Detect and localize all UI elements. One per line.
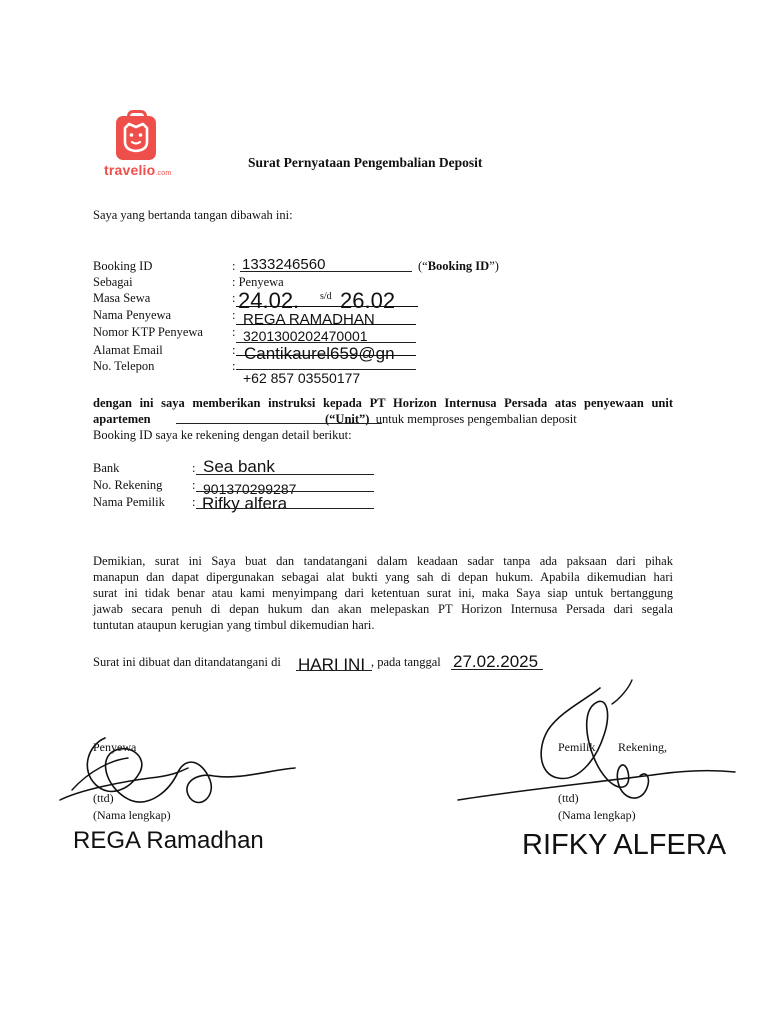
colon: : <box>232 308 236 322</box>
pemilik-value: Rifky alfera <box>202 494 288 513</box>
rekening-value: 901370299287 <box>203 481 297 497</box>
penyewa-label: Penyewa <box>93 740 137 754</box>
colon: : <box>232 343 236 357</box>
declaration-line: tuntutan ataupun kerugian yang timbul dikemudian hari. <box>93 618 375 632</box>
note-bold: Booking ID <box>427 259 490 273</box>
colon: : <box>232 325 236 339</box>
document-title: Surat Pernyataan Pengembalian Deposit <box>248 155 483 170</box>
instruction-line-1: dengan ini saya memberikan instruksi kepada PT Horizon Internusa Persada atas penyewaan unit <box>93 396 673 410</box>
declaration-line: Demikian, surat ini Saya buat dan tandatangani dalam keadaan sadar tanpa ada paksaan dari pihak <box>93 554 673 568</box>
label-pemilik: Nama Pemilik <box>93 495 165 509</box>
label-rekening: No. Rekening <box>93 478 163 492</box>
colon: : <box>192 478 196 492</box>
label-booking-id: Booking ID <box>93 259 153 273</box>
masa-sewa-to: 26.02 <box>340 288 396 313</box>
closing-place: HARI INI <box>298 655 366 674</box>
declaration-line: manapun dan dapat dipergunakan sebagai alat bukti yang sah di depan hukum. Apabila dikemudian hari <box>93 570 673 584</box>
note-close: ”) <box>489 259 499 273</box>
nama-penyewa-value: REGA RAMADHAN <box>243 311 375 328</box>
colon: : <box>192 495 196 509</box>
closing-prefix: Surat ini dibuat dan ditandatangani di <box>93 655 281 669</box>
label-nama-penyewa: Nama Penyewa <box>93 308 172 322</box>
colon: : <box>232 291 236 305</box>
ttd-right: (ttd) <box>558 791 579 805</box>
instruction-unit: (“Unit”) <box>325 412 370 426</box>
colon: : <box>232 259 236 273</box>
booking-id-value: 1333246560 <box>242 256 326 273</box>
note-open: (“ <box>418 259 428 273</box>
bank-value: Sea bank <box>203 457 275 476</box>
instruction-apartemen: apartemen <box>93 412 151 426</box>
declaration-line: surat ini tidak benar atau kami menyimpang dari ketentuan surat ini, maka Saya siap untuk bertanggung <box>93 586 673 600</box>
nama-lengkap-left: (Nama lengkap) <box>93 808 171 822</box>
ktp-value: 3201300202470001 <box>243 328 368 344</box>
ttd-left: (ttd) <box>93 791 114 805</box>
instruction-rest: untuk memproses pengembalian deposit <box>375 412 577 426</box>
telepon-value: +62 857 03550177 <box>243 370 361 386</box>
intro-text: Saya yang bertanda tangan dibawah ini: <box>93 208 293 222</box>
pemilik-fullname: RIFKY ALFERA <box>522 829 727 861</box>
colon: : <box>192 461 196 475</box>
closing-date: 27.02.2025 <box>453 652 539 671</box>
penyewa-fullname: REGA Ramadhan <box>73 827 264 854</box>
masa-sewa-from: 24.02. <box>238 288 300 313</box>
nama-lengkap-right: (Nama lengkap) <box>558 808 636 822</box>
label-telepon: No. Telepon <box>93 359 155 373</box>
closing-middle: , pada tanggal <box>371 655 441 669</box>
pemilik-label: Pemilik <box>558 740 596 754</box>
masa-sewa-sd: s/d <box>320 291 332 302</box>
email-value: Cantikaurel659@gn <box>244 344 395 363</box>
colon: : <box>232 275 236 289</box>
rekening-label: Rekening, <box>618 740 667 754</box>
label-masa-sewa: Masa Sewa <box>93 291 151 305</box>
sebagai-text: Penyewa <box>238 275 284 289</box>
declaration-line: jawab secara penuh di depan hukum dan akan melepaskan PT Horizon Internusa Persada dari segala <box>93 602 673 616</box>
label-ktp: Nomor KTP Penyewa <box>93 325 203 339</box>
logo-suffix: .com <box>155 170 172 177</box>
logo-brand: travelio <box>104 162 156 178</box>
instruction-line-3: Booking ID saya ke rekening dengan detail berikut: <box>93 428 352 442</box>
colon: : <box>232 359 236 373</box>
label-email: Alamat Email <box>93 343 163 357</box>
label-sebagai: Sebagai <box>93 275 133 289</box>
label-bank: Bank <box>93 461 120 475</box>
